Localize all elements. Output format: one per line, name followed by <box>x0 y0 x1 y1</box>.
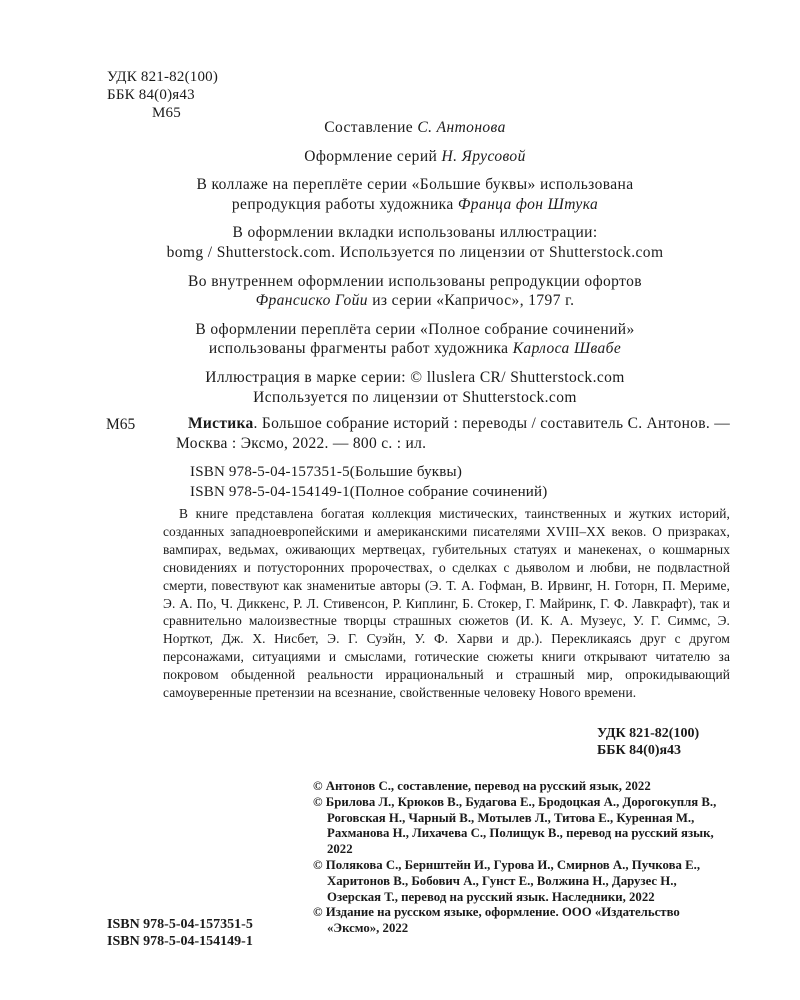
isbn-complete-works: ISBN 978-5-04-154149-1(Полное собрание сочинений) <box>190 483 548 500</box>
series-design-credit <box>100 147 730 167</box>
book-description: . Большое собрание историй : переводы / составитель С. Антонов. — Москва : Эксмо, 2022. — 800 с. : ил. <box>176 415 730 452</box>
biblio-author-mark: М65 <box>106 416 136 433</box>
collage-line1: В коллаже на переплёте серии «Большие буквы» использована <box>196 176 634 194</box>
inset-line2: bomg / Shutterstock.com. Используется по лицензии от Shutterstock.com <box>166 243 664 261</box>
internal-line2-suffix: из серии «Капричос», 1797 г. <box>372 292 575 310</box>
credits-block <box>100 118 730 416</box>
collage-line2-prefix: репродукция работы художника <box>231 195 454 213</box>
book-title: Мистика <box>188 415 254 432</box>
bibliographic-record <box>176 414 730 454</box>
series-mark-line1: Иллюстрация в марке серии: © lluslera CR/ Shutterstock.com <box>205 368 625 386</box>
internal-line1: Во внутреннем оформлении использованы репродукции офортов <box>188 272 642 290</box>
annotation: В книге представлена богатая коллекция мистических, таинственных и жутких историй, созданных западноевропейскими и американскими писателями XVIII–XX веков. О призраках, вампирах, ведьмах, оживающих мертвецах, губительных статуях и манекенах, о кошмарных сновидениях и потусторонних пророчествах, о сделках с дьяволом и любви, не подвластной смерти, повествуют как знаменитые авторы (Э. Т. А. Гофман, В. Ирвинг, Н. Готорн, П. Мериме, Э. А. По, Ч. Диккенс, Р. Л. Стивенсон, Р. Киплинг, Б. Стокер, Г. Майринк, Г. Ф. Лавкрафт), так и сравнительно малоизвестные творцы страшных сюжетов (И. К. А. Музеус, У. Г. Симмс, Э. Норткот, Дж. Х. Нисбет, Э. Г. Суэйн, У. Ф. Харви и др.). Перекликаясь друг с другом персонажами, ситуациями и смыслами, готические сюжеты книги открывают читателю за покровом обыденной реальности иррациональный и страшный мир, опрокидывающий самоуверенные претензии на всезнание, свойственные человеку Нового времени. <box>163 506 730 701</box>
inset-line1: В оформлении вкладки использованы иллюстрации: <box>232 224 598 242</box>
isbn-bottom <box>107 916 253 950</box>
copyright-translators-2: © Полякова С., Бернштейн И., Гурова И., Смирнов А., Пучкова Е., Харитонов В., Бобович А., Гунст Е., Волжина Н., Дарузес Н., Озерская Т., перевод на русский язык. Наследники, 2022 <box>313 857 701 904</box>
copyright-publisher: © Издание на русском языке, оформление. ООО «Издательство «Эксмо», 2022 <box>313 905 680 936</box>
udk-code-repeat: УДК 821-82(100) <box>597 726 700 741</box>
internal-credit <box>100 272 730 311</box>
series-mark-line2: Используется по лицензии от Shutterstock.com <box>253 388 577 406</box>
udk-code: УДК 821-82(100) <box>107 69 219 85</box>
isbn-bottom-2: ISBN 978-5-04-154149-1 <box>107 934 253 949</box>
catalog-codes <box>107 68 218 122</box>
compiler-label: Составление <box>324 119 414 136</box>
collage-artist: Франца фон Штука <box>457 195 599 213</box>
series-design-name: Н. Ярусовой <box>441 147 526 165</box>
collage-credit <box>100 175 730 214</box>
internal-artist: Франсиско Гойи <box>255 292 368 310</box>
copyright-compiler: © Антонов С., составление, перевод на русский язык, 2022 <box>313 779 651 793</box>
binding-line2-prefix: использованы фрагменты работ художника <box>208 340 509 358</box>
isbn-bottom-1: ISBN 978-5-04-157351-5 <box>107 917 253 932</box>
author-mark: М65 <box>152 105 181 121</box>
series-design-label: Оформление серий <box>304 147 438 165</box>
bbk-code-repeat: ББК 84(0)я43 <box>597 743 682 758</box>
isbn-large-print: ISBN 978-5-04-157351-5(Большие буквы) <box>190 464 463 480</box>
series-mark-credit <box>100 368 730 407</box>
copyright-list <box>313 779 733 937</box>
binding-line1: В оформлении переплёта серии «Полное собрание сочинений» <box>195 320 635 338</box>
catalog-codes-repeat <box>597 725 699 759</box>
binding-artist: Карлоса Швабе <box>512 340 622 358</box>
binding-credit <box>100 320 730 359</box>
inset-credit <box>100 223 730 262</box>
bbk-code: ББК 84(0)я43 <box>107 87 195 103</box>
compiler-name: С. Антонова <box>417 119 506 136</box>
compiler-credit <box>100 118 730 138</box>
copyright-translators-1: © Брилова Л., Крюков В., Будагова Е., Бродоцкая А., Дорогокупля В., Роговская Н., Чарный В., Мотылев Л., Титова Е., Куренная М., Рахманова Н., Лихачева С., Полищук В., перевод на русский язык, 2022 <box>313 794 717 857</box>
isbn-list <box>190 463 547 502</box>
